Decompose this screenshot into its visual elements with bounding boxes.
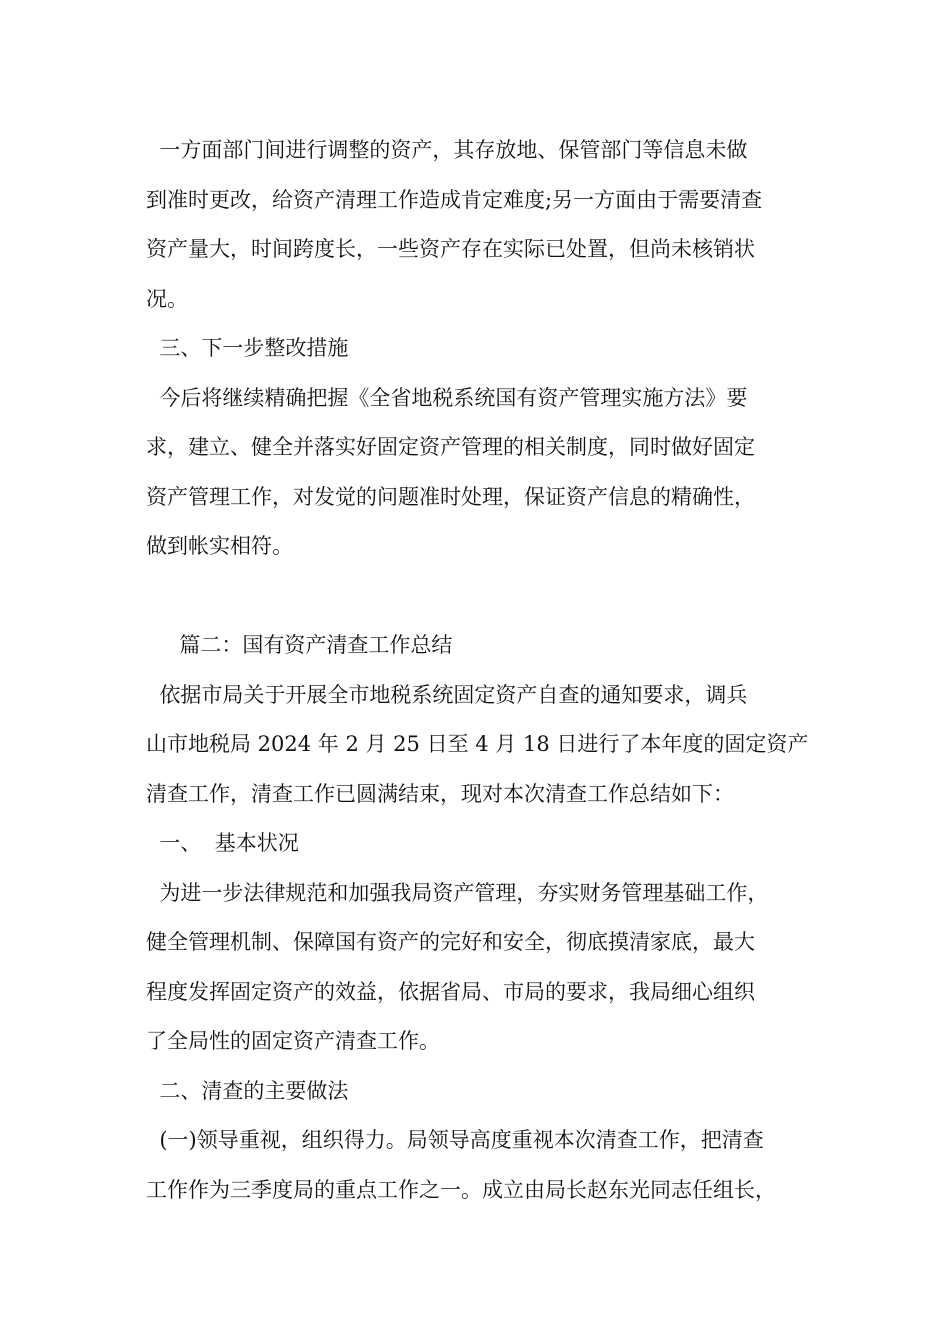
body-line: 清查工作，清查工作已圆满结束，现对本次清查工作总结如下： [146,781,734,806]
blank-line [146,572,836,622]
body-line: 依据市局关于开展全市地税系统固定资产自查的通知要求，调兵 [146,682,748,707]
section-heading: 一、 基本状况 [146,831,299,855]
body-line: 为进一步法律规范和加强我局资产管理，夯实财务管理基础工作， [146,880,769,905]
body-line: 到准时更改，给资产清理工作造成肯定难度;另一方面由于需要清查 [146,187,763,212]
document-body [146,126,836,1215]
body-line: (一)领导重视，组织得力。局领导高度重视本次清查工作，把清查 [146,1128,764,1152]
body-line: 求，建立、健全并落实好固定资产管理的相关制度，同时做好固定 [146,435,755,459]
body-line: 做到帐实相符。 [146,534,293,558]
body-line: 资产管理工作，对发觉的问题准时处理，保证资产信息的精确性， [146,484,755,509]
body-line: 工作作为三季度局的重点工作之一。成立由局长赵东光同志任组长， [146,1177,776,1202]
section-heading: 三、下一步整改措施 [146,336,349,360]
body-line: 健全管理机制、保障国有资产的完好和安全，彻底摸清家底，最大 [146,930,755,954]
body-line: 山市地税局 2024 年 2 月 25 日至 4 月 18 日进行了本年度的固定资产 [146,732,809,756]
body-line: 一方面部门间进行调整的资产，其存放地、保管部门等信息未做 [146,138,748,162]
section-heading: 二、清查的主要做法 [146,1078,349,1103]
body-line: 今后将继续精确把握《全省地税系统国有资产管理实施方法》要 [146,385,748,410]
body-line: 程度发挥固定资产的效益，依据省局、市局的要求，我局细心组织 [146,979,755,1004]
chapter-title: 篇二：国有资产清查工作总结 [146,633,453,657]
body-line: 资产量大，时间跨度长，一些资产存在实际已处置，但尚未核销状 [146,237,755,261]
body-line: 了全局性的固定资产清查工作。 [146,1029,440,1053]
body-line: 况。 [146,286,188,311]
